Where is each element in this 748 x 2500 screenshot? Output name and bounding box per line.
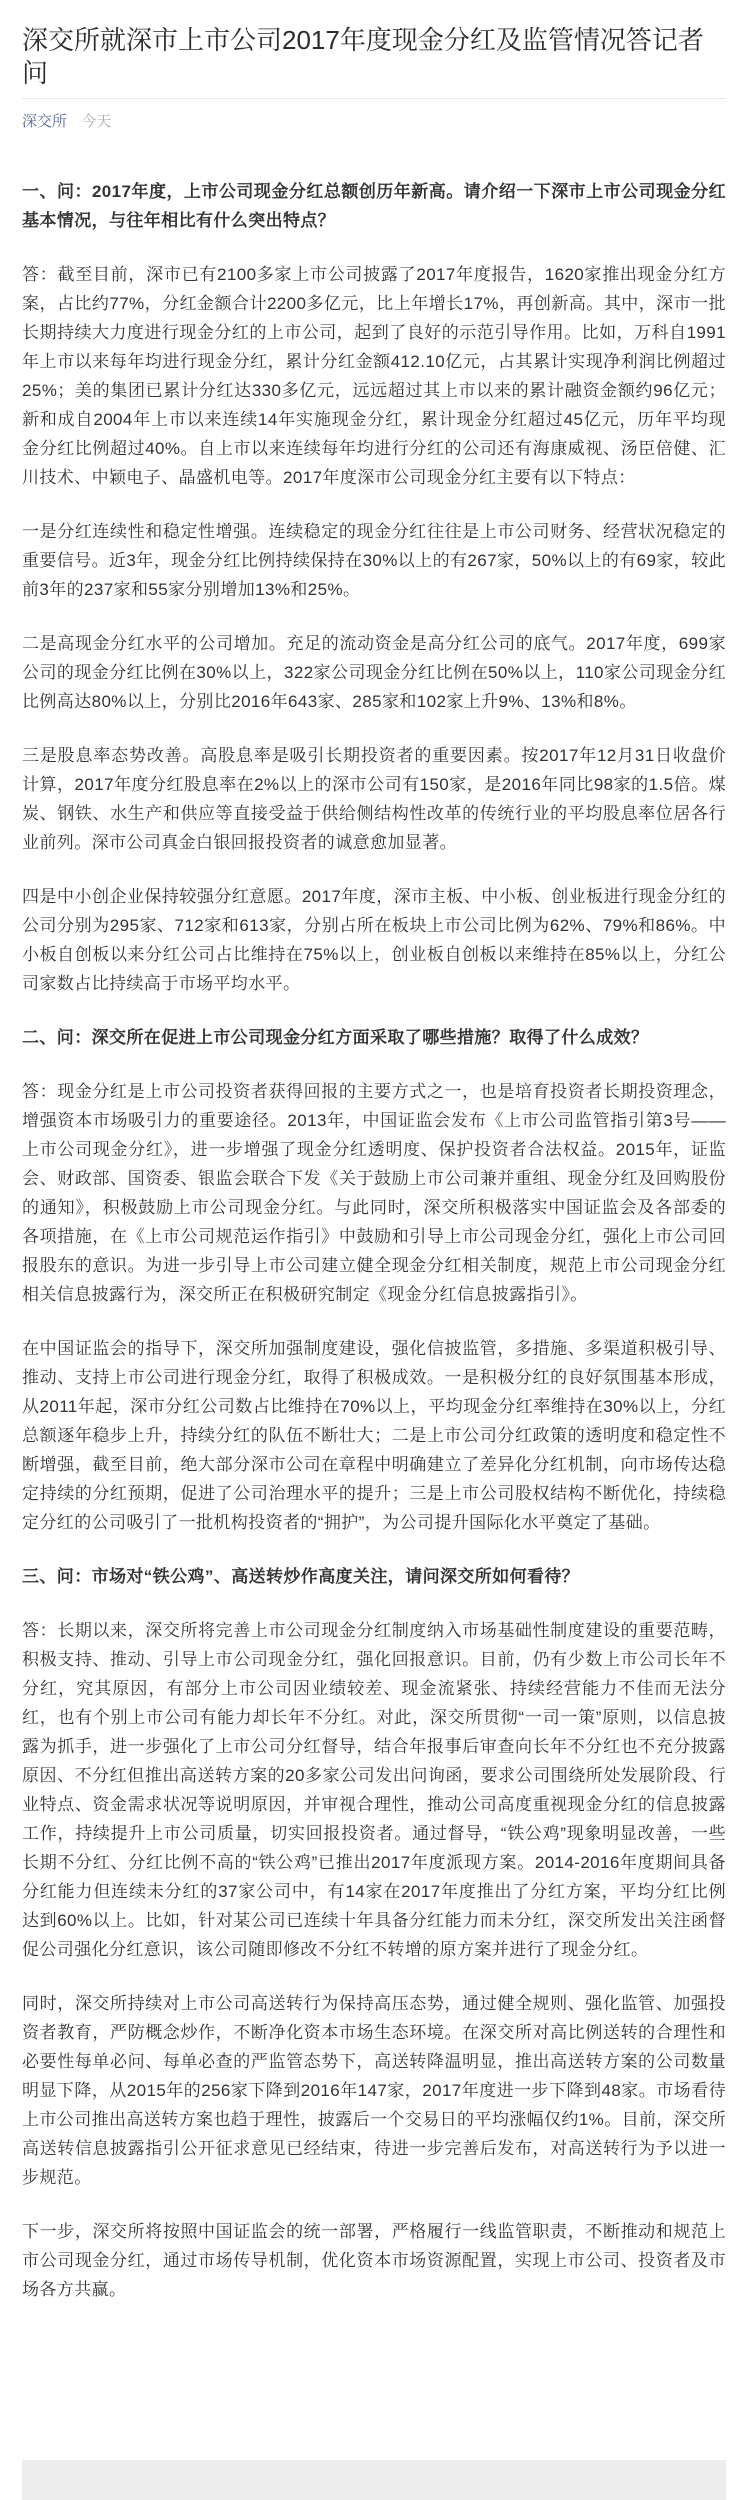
publish-time: 今天 (81, 113, 112, 130)
answer-paragraph: 同时，深交所持续对上市公司高送转行为保持高压态势，通过健全规则、强化监管、加强投资者教育，严防概念炒作，不断净化资本市场生态环境。在深交所对高比例送转的合理性和必要性每单必问、每单必查的严监管态势下，高送转降温明显，推出高送转方案的公司数量明显下降，从2015年的256家下降到2016年147家，2017年度进一步下降到48家。市场看待上市公司推出高送转方案也趋于理性，披露后一个交易日的平均涨幅仅约1%。目前，深交所高送转信息披露指引公开征求意见已经结束，待进一步完善后发布，对高送转行为予以进一步规范。 (22, 1994, 726, 2187)
question-paragraph: 二、问：深交所在促进上市公司现金分红方面采取了哪些措施？取得了什么成效？ (22, 1028, 649, 1047)
answer-paragraph: 三是股息率态势改善。高股息率是吸引长期投资者的重要因素。按2017年12月31日收盘价计算，2017年度分红股息率在2%以上的深市公司有150家，是2016年同比98家的1.5倍。煤炭、钢铁、水生产和供应等直接受益于供给侧结构性改革的传统行业的平均股息率位居各行业前列。深市公司真金白银回报投资者的诚意愈加显著。 (22, 746, 726, 852)
article-body (22, 177, 726, 2304)
question-paragraph: 三、问：市场对“铁公鸡”、高送转炒作高度关注，请问深交所如何看待？ (22, 1567, 580, 1586)
question-paragraph: 一、问：2017年度，上市公司现金分红总额创历年新高。请介绍一下深市上市公司现金分红基本情况，与往年相比有什么突出特点？ (22, 182, 726, 230)
answer-paragraph: 答：现金分红是上市公司投资者获得回报的主要方式之一，也是培育投资者长期投资理念，增强资本市场吸引力的重要途径。2013年，中国证监会发布《上市公司监管指引第3号——上市公司现金分红》，进一步增强了现金分红透明度、保护投资者合法权益。2015年，证监会、财政部、国资委、银监会联合下发《关于鼓励上市公司兼并重组、现金分红及回购股份的通知》，积极鼓励上市公司现金分红。与此同时，深交所积极落实中国证监会及各部委的各项措施，在《上市公司规范运作指引》中鼓励和引导上市公司现金分红，强化上市公司回报股东的意识。为进一步引导上市公司建立健全现金分红相关制度，规范上市公司现金分红相关信息披露行为，深交所正在积极研究制定《现金分红信息披露指引》。 (22, 1082, 726, 1304)
answer-paragraph: 答：截至目前，深市已有2100多家上市公司披露了2017年度报告，1620家推出现金分红方案，占比约77%，分红金额合计2200多亿元，比上年增长17%，再创新高。其中，深市一批长期持续大力度进行现金分红的上市公司，起到了良好的示范引导作用。比如，万科自1991年上市以来每年均进行现金分红，累计分红金额412.10亿元，占其累计实现净利润比例超过25%；美的集团已累计分红达330多亿元，远远超过其上市以来的累计融资金额约96亿元；新和成自2004年上市以来连续14年实施现金分红，累计现金分红超过45亿元，历年平均现金分红比例超过40%。自上市以来连续每年均进行分红的公司还有海康威视、汤臣倍健、汇川技术、中颖电子、晶盛机电等。2017年度深市公司现金分红主要有以下特点： (22, 265, 726, 487)
page-title: 深交所就深市上市公司2017年度现金分红及监管情况答记者问 (22, 25, 704, 88)
answer-paragraph: 四是中小创企业保持较强分红意愿。2017年度，深市主板、中小板、创业板进行现金分红的公司分别为295家、712家和613家，分别占所在板块上市公司比例为62%、79%和86%。中小板自创板以来分红公司占比维持在75%以上，创业板自创板以来维持在85%以上，分红公司家数占比持续高于市场平均水平。 (22, 887, 726, 993)
byline (22, 112, 726, 132)
footer-block (22, 2460, 726, 2500)
answer-paragraph: 一是分红连续性和稳定性增强。连续稳定的现金分红往往是上市公司财务、经营状况稳定的重要信号。近3年，现金分红比例持续保持在30%以上的有267家，50%以上的有69家，较此前3年的237家和55家分别增加13%和25%。 (22, 522, 726, 599)
answer-paragraph: 在中国证监会的指导下，深交所加强制度建设，强化信披监管，多措施、多渠道积极引导、推动、支持上市公司进行现金分红，取得了积极成效。一是积极分红的良好氛围基本形成，从2011年起，深市分红公司数占比维持在70%以上，平均现金分红率维持在30%以上，分红总额逐年稳步上升，持续分红的队伍不断壮大；二是上市公司分红政策的透明度和稳定性不断增强，截至目前，绝大部分深市公司在章程中明确建立了差异化分红机制，向市场传达稳定持续的分红预期，促进了公司治理水平的提升；三是上市公司股权结构不断优化，持续稳定分红的公司吸引了一批机构投资者的“拥护”，为公司提升国际化水平奠定了基础。 (22, 1339, 726, 1532)
author-link[interactable]: 深交所 (22, 113, 68, 130)
title-divider (22, 98, 726, 99)
answer-paragraph: 答：长期以来，深交所将完善上市公司现金分红制度纳入市场基础性制度建设的重要范畴，积极支持、推动、引导上市公司现金分红，强化回报意识。目前，仍有少数上市公司长年不分红，究其原因，有部分上市公司因业绩较差、现金流紧张、持续经营能力不佳而无法分红，也有个别上市公司有能力却长年不分红。对此，深交所贯彻“一司一策”原则，以信息披露为抓手，进一步强化了上市公司分红督导，结合年报事后审查向长年不分红也不充分披露原因、不分红但推出高送转方案的20多家公司发出问询函，要求公司围绕所处发展阶段、行业特点、资金需求状况等说明原因，并审视合理性，推动公司高度重视现金分红的信息披露工作，持续提升上市公司质量，切实回报投资者。通过督导，“铁公鸡”现象明显改善，一些长期不分红、分红比例不高的“铁公鸡”已推出2017年度派现方案。2014-2016年度期间具备分红能力但连续未分红的37家公司中，有14家在2017年度推出了分红方案，平均分红比例达到60%以上。比如，针对某公司已连续十年具备分红能力而未分红，深交所发出关注函督促公司强化分红意识，该公司随即修改不分红不转增的原方案并进行了现金分红。 (22, 1621, 726, 1959)
answer-paragraph: 二是高现金分红水平的公司增加。充足的流动资金是高分红公司的底气。2017年度，699家公司的现金分红比例在30%以上，322家公司现金分红比例在50%以上，110家公司现金分红比例高达80%以上，分别比2016年643家、285家和102家上升9%、13%和8%。 (22, 634, 726, 711)
answer-paragraph: 下一步，深交所将按照中国证监会的统一部署，严格履行一线监管职责，不断推动和规范上市公司现金分红，通过市场传导机制，优化资本市场资源配置，实现上市公司、投资者及市场各方共赢。 (22, 2222, 726, 2299)
